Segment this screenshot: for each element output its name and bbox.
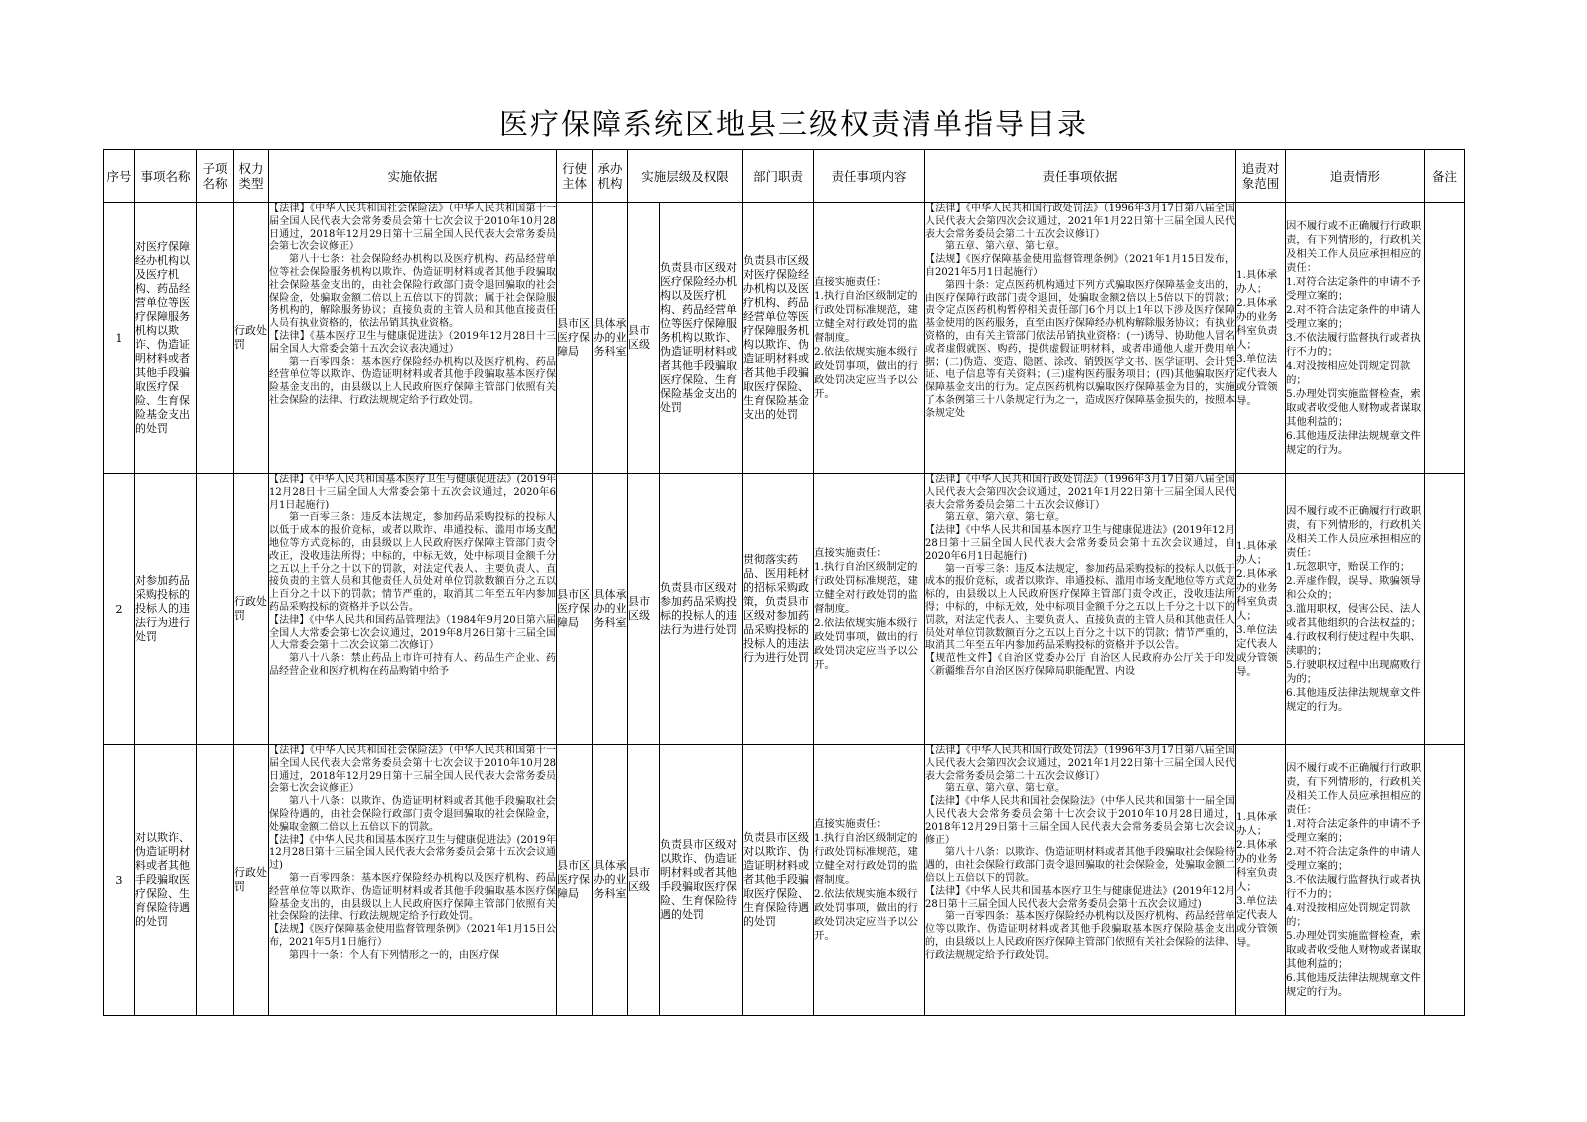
header-situations: 追责情形 — [1286, 150, 1425, 203]
responsibility-basis — [925, 203, 1235, 471]
header-level: 实施层级及权限 — [628, 150, 743, 203]
header-subject: 行使主体 — [557, 150, 593, 203]
situations-paragraph: 2.对不符合法定条件的申请人受理立案的； — [1286, 846, 1421, 872]
responsibility-basis — [925, 745, 1235, 1013]
responsibility-content — [814, 817, 924, 943]
basis-paragraph: 第八十八条：禁止药品上市许可持有人、药品生产企业、药品经营企业和医疗机构在药品购销中给予 — [269, 653, 556, 677]
scope-paragraph: 1.具体承办人； — [1236, 811, 1278, 837]
basis-paragraph: 第一百零三条：违反本法规定，参加药品采购投标的投标人以低于成本的报价竞标，或者以欺诈、串通投标、滥用市场支配地位等方式竞标的，由县级以上人民政府医疗保障主管部门责令改正，没收违法所得；中标的，中标无效，处中标项目金额千分之五以上千分之十以下的罚款，对法定代表人、主要负责人、直接负责的主管人员和其他责任人员处对单位罚款数额百分之五以上百分之十以下的罚款；情节严重的，取消其二年至五年内参加药品采购投标的资格并予以公告。 — [269, 512, 556, 613]
accountability-scope — [1236, 539, 1285, 679]
content-paragraph: 2.依法依规实施本级行政处罚事项，做出的行政处罚决定应当予以公开。 — [814, 888, 918, 942]
content-paragraph: 2.依法依规实施本级行政处罚事项，做出的行政处罚决定应当予以公开。 — [814, 617, 918, 671]
department-duty: 负责县市区级对以欺诈、伪造证明材料或者其他手段骗取医疗保险、生育保险待遇的处罚 — [743, 831, 810, 928]
basis-paragraph: 【法律】《中华人民共和国社会保险法》（中华人民共和国第十一届全国人民代表大会常务委员会第十七次会议于2010年10月28日通过，2018年12月29日第十三届全国人民代表大会常务委员会第七次会议修正） — [269, 203, 556, 253]
resp-basis-paragraph: 第五章、第六章、第七章。 — [945, 783, 1066, 795]
situations-paragraph: 6.其他违反法律法规规章文件规定的行为。 — [1286, 972, 1421, 998]
basis-paragraph: 【法律】《中华人民共和国药品管理法》（1984年9月20日第六届全国人大常委会第七次会议通过，2019年8月26日第十三届全国人大常委会第十二次会议第二次修订） — [269, 614, 556, 652]
resp-basis-paragraph: 第一百零三条：违反本法规定，参加药品采购投标的投标人以低于成本的报价竞标，或者以欺诈、串通投标、滥用市场支配地位等方式竞标的，由县级以上人民政府医疗保障主管部门责令改正，没收违法所得；中标的，中标无效，处中标项目金额千分之五以上千分之十以下的罚款，对法定代表人、主要负责人、直接负责的主管人员和其他责任人员处对单位罚款数额百分之五以上百分之十以下的罚款；情节严重的，取消其二年至五年内参加药品采购投标的资格并予以公告。 — [925, 563, 1236, 652]
row-number: 1 — [115, 331, 123, 345]
header-no: 序号 — [104, 150, 135, 203]
responsibility-content — [814, 275, 924, 401]
header-type: 权力类型 — [234, 150, 269, 203]
situations-paragraph: 1.对符合法定条件的申请不予受理立案的； — [1286, 818, 1421, 844]
item-name: 对参加药品采购投标的投标人的违法行为进行处罚 — [135, 574, 190, 643]
resp-basis-paragraph: 【法律】《中华人民共和国行政处罚法》（1996年3月17日第八届全国人民代表大会第四次会议通过，2021年1月22日第十三届全国人民代表大会常务委员会第二十五次会议修订） — [925, 474, 1236, 511]
accountability-situations — [1286, 219, 1424, 457]
situations-paragraph: 4.对没按相应处罚规定罚款的； — [1286, 902, 1411, 928]
table-row — [104, 745, 1465, 1016]
item-name: 对以欺诈、伪造证明材料或者其他手段骗取医疗保险、生育保险待遇的处罚 — [135, 831, 190, 928]
implementation-basis — [269, 745, 556, 1013]
executing-subject: 县市区医疗保障局 — [557, 859, 590, 900]
scope-paragraph: 1.具体承办人； — [1236, 540, 1278, 566]
responsibility-basis — [925, 474, 1235, 742]
row-number: 2 — [115, 602, 123, 616]
scope-paragraph: 1.具体承办人； — [1236, 269, 1278, 295]
page-title: 医疗保障系统区地县三级权责清单指导目录 — [498, 107, 1088, 141]
situations-paragraph: 4.行政权利行使过程中失职、渎职的； — [1286, 631, 1421, 657]
basis-paragraph: 第一百零四条：基本医疗保险经办机构以及医疗机构、药品经营单位等以欺诈、伪造证明材料或者其他手段骗取基本医疗保险基金支出的，由县级以上人民政府医疗保障主管部门依照有关社会保险的法律、行政法规规定给予行政处罚。 — [269, 356, 556, 406]
power-type: 行政处罚 — [234, 324, 267, 351]
situations-paragraph: 5.行驶职权过程中出现腐败行为的； — [1286, 659, 1421, 685]
accountability-situations — [1286, 761, 1424, 999]
content-paragraph: 2.依法依规实施本级行政处罚事项，做出的行政处罚决定应当予以公开。 — [814, 346, 918, 400]
header-duty: 部门职责 — [743, 150, 814, 203]
department-duty: 负责县市区级对医疗保险经办机构以及医疗机构、药品经营单位等医疗保障服务机构以欺诈、伪造证明材料或者其他手段骗取医疗保险、生育保险基金支出的处罚 — [743, 254, 810, 421]
situations-paragraph: 5.办理处罚实施监督检查，索取或者收受他人财物或者谋取其他利益的； — [1286, 388, 1422, 428]
department-duty: 贯彻落实药品、医用耗材的招标采购政策，负责县市区级对参加药品采购投标的投标人的违法行为进行处罚 — [743, 553, 810, 664]
power-type: 行政处罚 — [234, 595, 267, 622]
handling-agency: 具体承办的业务科室 — [593, 859, 627, 900]
situations-paragraph: 3.滥用职权，侵害公民、法人或者其他组织的合法权益的； — [1286, 603, 1422, 629]
situations-paragraph: 1.玩忽职守，贻误工作的； — [1286, 561, 1411, 573]
scope-paragraph: 2.具体承办的业务科室负责人； — [1236, 568, 1278, 622]
basis-paragraph: 第一百零四条：基本医疗保险经办机构以及医疗机构、药品经营单位等以欺诈、伪造证明材料或者其他手段骗取基本医疗保险基金支出的，由县级以上人民政府医疗保障主管部门依照有关社会保险的法律、行政法规规定给予行政处罚。 — [269, 872, 556, 923]
handling-agency: 具体承办的业务科室 — [593, 588, 627, 629]
content-paragraph: 1.执行自治区级制定的行政处罚标准规范，建立健全对行政处罚的监督制度。 — [814, 290, 918, 344]
implementation-basis — [269, 203, 556, 471]
content-paragraph: 直接实施责任： — [814, 818, 887, 830]
implementation-level: 县市区级 — [628, 595, 650, 622]
header-scope: 追责对象范围 — [1236, 150, 1286, 203]
responsibility-table — [103, 149, 1465, 1016]
header-name: 事项名称 — [135, 150, 197, 203]
table-row — [104, 474, 1465, 745]
content-paragraph: 直接实施责任： — [814, 547, 887, 559]
situations-paragraph: 因不履行或不正确履行行政职责，有下列情形的，行政机关及相关工作人员应承担相应的责任： — [1286, 220, 1422, 274]
situations-paragraph: 6.其他违反法律法规规章文件规定的行为。 — [1286, 687, 1421, 713]
basis-paragraph: 【法律】《基本医疗卫生与健康促进法》（2019年12月28日十三届全国人大常委会第十五次会议表决通过） — [269, 330, 556, 355]
resp-basis-paragraph: 第五章、第六章、第七章。 — [945, 512, 1066, 524]
header-note: 备注 — [1425, 150, 1465, 203]
basis-paragraph: 【法律】《中华人民共和国社会保险法》（中华人民共和国第十一届全国人民代表大会常务委员会第十七次会议于2010年10月28日通过，2018年12月29日第十三届全国人民代表大会常务委员会第七次会议修正） — [269, 745, 556, 795]
resp-basis-paragraph: 【法规】《医疗保障基金使用监督管理条例》（2021年1月15日发布，自2021年5月1日起施行） — [925, 254, 1236, 278]
basis-paragraph: 第八十八条：以欺诈、伪造证明材料或者其他手段骗取社会保险待遇的，由社会保险行政部门责令退回骗取的社会保险金，处骗取金额二倍以上五倍以下的罚款。 — [269, 796, 556, 833]
scope-paragraph: 2.具体承办的业务科室负责人； — [1236, 297, 1278, 351]
resp-basis-paragraph: 第八十八条：以欺诈、伪造证明材料或者其他手段骗取社会保险待遇的，由社会保险行政部门责令退回骗取的社会保险金，处骗取金额二倍以上五倍以下的罚款。 — [925, 847, 1236, 884]
item-name: 对医疗保障经办机构以及医疗机构、药品经营单位等医疗保障服务机构以欺诈、伪造证明材料或者其他手段骗取医疗保险、生育保险基金支出的处罚 — [135, 240, 190, 435]
resp-basis-paragraph: 【法律】《中华人民共和国行政处罚法》（1996年3月17日第八届全国人民代表大会第四次会议通过，2021年1月22日第十三届全国人民代表大会常务委员会第二十五次会议修订） — [925, 745, 1236, 782]
executing-subject: 县市区医疗保障局 — [557, 588, 590, 629]
power-type: 行政处罚 — [234, 866, 267, 893]
executing-subject: 县市区医疗保障局 — [557, 317, 590, 358]
implementation-level: 县市区级 — [628, 866, 650, 893]
basis-paragraph: 第四十一条：个人有下列情形之一的，由医疗保 — [289, 949, 499, 961]
implementation-basis — [269, 474, 556, 742]
situations-paragraph: 因不履行或不正确履行行政职责，有下列情形的，行政机关及相关工作人员应承担相应的责任： — [1286, 505, 1422, 559]
basis-paragraph: 【法律】《中华人民共和国基本医疗卫生与健康促进法》(2019年12月28日十三届全国人大常委会第十五次会议通过，2020年6月1日起施行) — [269, 474, 556, 511]
resp-basis-paragraph: 【法律】《中华人民共和国社会保险法》（中华人民共和国第十一届全国人民代表大会常务委员会第十七次会议于2010年10月28日通过，2018年12月29日第十三届全国人民代表大会常务委员会第七次会议修正） — [925, 796, 1236, 846]
situations-paragraph: 1.对符合法定条件的申请不予受理立案的； — [1286, 276, 1421, 302]
situations-paragraph: 2.弄虚作假，误导、欺骗领导和公众的； — [1286, 575, 1421, 601]
accountability-situations — [1286, 504, 1424, 714]
header-resp-basis: 责任事项依据 — [925, 150, 1236, 203]
scope-paragraph: 3.单位法定代表人或分管领导。 — [1236, 624, 1278, 678]
resp-basis-paragraph: 【规范性文件】《自治区党委办公厅 自治区人民政府办公厅关于印发〈新疆维吾尔自治区医疗保障局职能配置、内设 — [925, 653, 1236, 677]
accountability-scope — [1236, 268, 1285, 408]
basis-paragraph: 第八十七条：社会保险经办机构以及医疗机构、药品经营单位等社会保险服务机构以欺诈、伪造证明材料或者其他手段骗取社会保险基金支出的，由社会保险行政部门责令退回骗取的社会保险金，处骗取金额二倍以上五倍以下的罚款；属于社会保险服务机构的，解除服务协议；直接负责的主管人员和其他直接责任人员有执业资格的，依法吊销其执业资格。 — [269, 254, 556, 330]
situations-paragraph: 5.办理处罚实施监督检查，索取或者收受他人财物或者谋取其他利益的； — [1286, 930, 1422, 970]
header-subname: 子项名称 — [197, 150, 234, 203]
scope-paragraph: 3.单位法定代表人或分管领导。 — [1236, 895, 1278, 949]
content-paragraph: 直接实施责任： — [814, 276, 887, 288]
scope-paragraph: 3.单位法定代表人或分管领导。 — [1236, 353, 1278, 407]
level-authority: 负责县市区级对参加药品采购投标的投标人的违法行为进行处罚 — [660, 581, 737, 636]
basis-paragraph: 【法律】《中华人民共和国基本医疗卫生与健康促进法》(2019年12月28日第十三届全国人民代表大会常务委员会第十五次会议通过) — [269, 834, 556, 872]
content-paragraph: 1.执行自治区级制定的行政处罚标准规范，建立健全对行政处罚的监督制度。 — [814, 561, 918, 615]
level-authority: 负责县市区级对以欺诈、伪造证明材料或者其他手段骗取医疗保险、生育保险待遇的处罚 — [660, 838, 737, 921]
situations-paragraph: 3.不依法履行监督执行或者执行不力的； — [1286, 874, 1421, 900]
implementation-level: 县市区级 — [628, 324, 650, 351]
content-paragraph: 1.执行自治区级制定的行政处罚标准规范，建立健全对行政处罚的监督制度。 — [814, 832, 918, 886]
table-row — [104, 203, 1465, 474]
resp-basis-paragraph: 第五章、第六章、第七章。 — [945, 241, 1066, 253]
resp-basis-paragraph: 第一百零四条：基本医疗保险经办机构以及医疗机构、药品经营单位等以欺诈、伪造证明材料或者其他手段骗取基本医疗保险基金支出的，由县级以上人民政府医疗保障主管部门依照有关社会保险的法律、行政法规规定给予行政处罚。 — [925, 911, 1236, 961]
situations-paragraph: 2.对不符合法定条件的申请人受理立案的； — [1286, 304, 1421, 330]
level-authority: 负责县市区级对医疗保险经办机构以及医疗机构、药品经营单位等医疗保障服务机构以欺诈、伪造证明材料或者其他手段骗取医疗保险、生育保险基金支出的处罚 — [660, 261, 737, 414]
situations-paragraph: 4.对没按相应处罚规定罚款的； — [1286, 360, 1411, 386]
situations-paragraph: 6.其他违反法律法规规章文件规定的行为。 — [1286, 430, 1421, 456]
situations-paragraph: 因不履行或不正确履行行政职责，有下列情形的，行政机关及相关工作人员应承担相应的责任： — [1286, 762, 1422, 816]
resp-basis-paragraph: 【法律】《中华人民共和国行政处罚法》（1996年3月17日第八届全国人民代表大会第四次会议通过，2021年1月22日第十三届全国人民代表大会常务委员会第二十五次会议修订） — [925, 203, 1236, 240]
handling-agency: 具体承办的业务科室 — [593, 317, 627, 358]
scope-paragraph: 2.具体承办的业务科室负责人； — [1236, 839, 1278, 893]
responsibility-content — [814, 546, 924, 672]
header-row — [104, 150, 1465, 203]
header-basis: 实施依据 — [269, 150, 557, 203]
header-agency: 承办机构 — [593, 150, 628, 203]
basis-paragraph: 【法规】《医疗保障基金使用监督管理条例》（2021年1月15日公布，2021年5月1日施行） — [269, 924, 556, 948]
header-content: 责任事项内容 — [814, 150, 925, 203]
resp-basis-paragraph: 【法律】《中华人民共和国基本医疗卫生与健康促进法》(2019年12月28日第十三届全国人民代表大会常务委员会第十五次会议通过) — [925, 885, 1236, 910]
row-number: 3 — [115, 873, 123, 887]
resp-basis-paragraph: 【法律】《中华人民共和国基本医疗卫生与健康促进法》(2019年12月28日第十三届全国人民代表大会常务委员会第十五次会议通过，自2020年6月1日起施行) — [925, 525, 1236, 562]
resp-basis-paragraph: 第四十条：定点医药机构通过下列方式骗取医疗保障基金支出的，由医疗保障行政部门责令退回，处骗取金额2倍以上5倍以下的罚款；责令定点医药机构暂停相关责任部门6个月以上1年以下涉及医疗保障基金使用的医药服务，直至由医疗保障经办机构解除服务协议；有执业资格的，由有关主管部门依法吊销执业资格：(一)诱导、协助他人冒名或者虚假就医、购药，提供虚假证明材料，或者串通他人虚开费用单据；(二)伪造、变造、隐匿、涂改、销毁医学文书、医学证明、会计凭证、电子信息等有关资料；(三)虚构医药服务项目；(四)其他骗取医疗保障基金支出的行为。定点医药机构以骗取医疗保障基金为目的，实施了本条例第三十八条规定行为之一，造成医疗保障基金损失的，按照本条规定处 — [925, 279, 1236, 419]
situations-paragraph: 3.不依法履行监督执行或者执行不力的； — [1286, 332, 1421, 358]
accountability-scope — [1236, 810, 1285, 950]
